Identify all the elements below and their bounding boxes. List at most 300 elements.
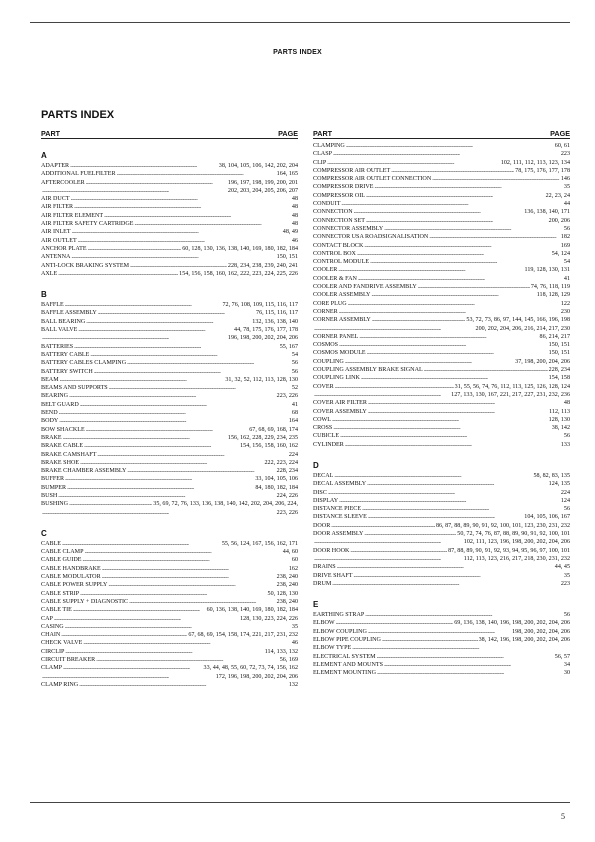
part-name: CORNER ASSEMBLY [313,317,371,324]
index-entry [41,492,298,500]
entry-line [313,242,570,250]
page-refs: 38, 104, 105, 106, 142, 202, 204 [218,163,298,169]
part-name: COUPLING [313,358,344,365]
entry-line [313,142,570,150]
page-refs: 60 [291,557,298,564]
part-name: ADDITIONAL FUELFILTER [41,171,116,178]
part-name: DRUM [313,580,332,587]
index-entry [41,351,298,359]
part-name: CABLE STRIP [41,590,80,597]
part-name: CYLINDER [313,441,344,448]
leader-dots [59,417,288,425]
page-refs: 34 [563,661,570,668]
leader-dots [54,615,239,623]
leader-dots [314,391,450,399]
entry-line [313,283,570,291]
entry-line [41,623,298,631]
index-entry [41,162,298,170]
leader-dots [42,509,276,517]
part-name: COVER ASSEMBLY [313,408,367,415]
page-refs: 56 [563,433,570,440]
index-entry [313,489,570,497]
page-refs: 44, 60 [282,549,298,556]
entry-line [41,434,298,442]
leader-dots [74,203,291,211]
leader-dots [353,572,562,580]
part-name: ELEMENT MOUNTING [313,670,377,677]
index-entry [313,333,570,341]
page-refs: 200, 202, 204, 206, 216, 214, 217, 230 [475,325,570,332]
part-name: BUFFER [41,476,65,483]
part-name: BRAKE SHOE [41,459,80,466]
part-name: CONNECTION [313,209,353,216]
index-entry [41,179,298,196]
leader-dots [127,359,291,367]
entry-line [313,291,570,299]
leader-dots [368,628,511,636]
entry-line [41,581,298,589]
index-entry [313,653,570,661]
leader-dots [357,250,551,258]
leader-dots [104,212,291,220]
index-entry [313,283,570,291]
leader-dots [74,343,279,351]
leader-dots [69,392,276,400]
entry-line [313,472,570,480]
page-refs: 133 [560,441,570,448]
entry-line [41,475,298,483]
page-refs: 56, 57 [554,653,570,660]
index-entry [41,664,298,681]
leader-dots [368,399,563,407]
entry-line [41,162,298,170]
index-entry [41,623,298,631]
index-entry [313,275,570,283]
leader-dots [334,472,532,480]
entry-line [41,409,298,417]
entry-line [41,318,298,326]
page-refs: 56 [563,225,570,232]
entry-line [313,497,570,505]
part-name: DISTANCE PIECE [313,506,362,513]
part-name: BRAKE CAMSHAFT [41,451,97,458]
index-entry [313,217,570,225]
index-entry [313,349,570,357]
index-entry [313,480,570,488]
index-entry [41,648,298,656]
leader-dots [362,505,563,513]
leader-dots [377,653,554,661]
leader-dots [70,162,218,170]
entry-line [313,374,570,382]
leader-dots [58,492,275,500]
entry-line [313,250,570,258]
index-entry [41,598,298,606]
page-refs: 56, 169 [279,657,298,664]
part-name: COMPRESSOR DRIVE [313,184,374,191]
entry-line [313,383,570,391]
page-refs: 224 [288,451,298,458]
part-name: CONTACT BLOCK [313,242,364,249]
page-refs: 31, 32, 52, 112, 113, 128, 130 [225,376,298,383]
leader-dots [62,540,221,548]
page-refs: 154, 158 [548,375,570,382]
entry-line [313,416,570,424]
section-letter: C [41,528,47,538]
page-refs: 33, 44, 48, 55, 60, 72, 73, 74, 156, 162 [203,665,298,672]
leader-dots [42,187,227,195]
part-name: BELT GUARD [41,401,79,408]
index-entry [313,441,570,449]
part-name: ELEMENT AND MOUNTS [313,661,383,668]
leader-dots [314,325,475,333]
leader-dots [82,556,290,564]
leader-dots [333,150,560,158]
part-name: COSMOS MODULE [313,350,366,357]
entry-line [313,644,570,652]
part-name: CORE PLUG [313,300,347,307]
index-entry [313,175,570,183]
index-entry [41,262,298,270]
part-name: BEAM [41,376,59,383]
page-refs: 69, 136, 138, 140, 196, 198, 200, 202, 204, 206 [454,620,570,627]
index-entry [313,513,570,521]
index-entry [41,368,298,376]
index-entry [313,472,570,480]
entry-line [313,432,570,440]
page-refs: 54 [291,351,298,358]
leader-dots [367,480,548,488]
part-name: BAFFLE ASSEMBLY [41,310,97,317]
entry-line [313,580,570,588]
part-name: ELBOW COUPLING [313,628,367,635]
running-header: PARTS INDEX [273,49,322,56]
part-name: COVER [313,383,334,390]
page-refs: 162 [288,565,298,572]
top-rule [30,22,570,23]
entry-line [313,325,570,333]
entry-line [41,573,298,581]
leader-dots [86,179,227,187]
page-refs: 112, 113, 123, 216, 217, 218, 230, 231, 232 [463,555,570,562]
entry-line [41,656,298,664]
part-name: CROSS [313,425,333,432]
page-refs: 122 [560,300,570,307]
leader-dots [345,441,560,449]
index-entry [41,484,298,492]
index-section [41,288,298,517]
leader-dots [366,192,545,200]
index-entry [313,233,570,241]
page-refs: 146 [560,176,570,183]
leader-dots [339,341,548,349]
part-name: COUPLING LINK [313,375,360,382]
part-name: CORNER [313,308,338,315]
leader-dots [98,309,255,317]
entry-line [313,555,570,563]
entry-line [41,540,298,548]
page-refs: 198, 200, 202, 204, 206 [512,628,570,635]
index-section [313,598,570,677]
leader-dots [79,681,288,689]
entry-line [313,208,570,216]
index-entry [313,159,570,167]
leader-dots [432,175,560,183]
page-refs: 31, 55, 56, 74, 76, 112, 113, 125, 126, 128, 124 [454,383,570,390]
entry-line [41,681,298,689]
leader-dots [65,475,254,483]
page-refs: 60, 136, 138, 140, 169, 180, 182, 184 [206,607,298,614]
page-refs: 222, 223, 224 [264,459,298,466]
entry-line [41,170,298,178]
page-refs: 52 [291,385,298,392]
page-refs: 67, 68, 69, 168, 174 [249,426,298,433]
leader-dots [391,167,514,175]
part-name: BEARING [41,393,69,400]
index-entry [313,183,570,191]
leader-dots [60,376,225,384]
index-section [313,459,570,588]
leader-dots [354,208,524,216]
entry-line [41,442,298,450]
index-section [313,142,570,449]
entry-line [313,150,570,158]
page-refs: 196, 197, 198, 199, 200, 201 [227,179,298,186]
index-entry [41,220,298,228]
index-entry [313,374,570,382]
part-name: AIR FILTER [41,204,74,211]
entry-line [41,451,298,459]
index-entry [41,326,298,343]
part-name: ELBOW PIPE COUPLING [313,637,381,644]
leader-dots [102,565,288,573]
page-refs: 60, 128, 130, 136, 138, 140, 169, 180, 182, 184 [182,245,298,252]
leader-dots [65,648,263,656]
index-entry [41,318,298,326]
part-name: CHECK VALVE [41,640,83,647]
leader-dots [314,555,463,563]
page-refs: 128, 130, 223, 224, 226 [240,615,298,622]
entry-line [313,266,570,274]
page-refs: 38, 142, 196, 198, 200, 202, 204, 206 [478,637,570,644]
page-refs: 172, 196, 198, 200, 202, 204, 206 [215,673,298,680]
index-entry [313,366,570,374]
part-name: CONDUIT [313,201,341,208]
page-refs: 58, 82, 83, 135 [533,472,570,479]
leader-dots [332,416,548,424]
leader-dots [384,661,563,669]
column-header-part: PART [41,129,61,138]
part-name: AIR FILTER SAFETY CARTRIDGE [41,221,134,228]
page-refs: 37, 198, 200, 204, 206 [515,358,570,365]
page-refs: 22, 23, 24 [545,192,570,199]
page-refs: 118, 128, 129 [536,292,570,299]
page-refs: 35 [291,623,298,630]
leader-dots [65,301,222,309]
entry-line [313,563,570,571]
page-refs: 35 [563,184,570,191]
entry-line [41,417,298,425]
page-refs: 164, 165 [276,171,298,178]
index-entry [41,540,298,548]
leader-dots [335,383,454,391]
page-refs: 119, 128, 130, 131 [524,267,570,274]
page-refs: 48, 49 [282,229,298,236]
entry-line [41,262,298,270]
entry-line [41,187,298,195]
page-refs: 238, 240 [276,582,298,589]
part-name: COMPRESSOR AIR OUTLET [313,167,391,174]
page-refs: 41 [563,275,570,282]
leader-dots [117,170,276,178]
part-name: BUSH [41,492,58,499]
page-refs: 127, 133, 130, 167, 221, 217, 227, 231, 232, 236 [451,391,570,398]
entry-line [41,459,298,467]
index-entry [41,451,298,459]
entry-line [313,522,570,530]
index-entry [41,212,298,220]
index-entry [313,308,570,316]
leader-dots [372,316,466,324]
index-entry [41,384,298,392]
index-entry [41,203,298,211]
leader-dots [73,606,206,614]
part-name: CABLE SUPPLY + DIAGNOSTIC [41,598,129,605]
index-entry [41,228,298,236]
index-entry [313,150,570,158]
index-entry [41,467,298,475]
page-refs: 33, 104, 105, 106 [255,476,298,483]
page-refs: 196, 198, 200, 202, 204, 206 [227,335,298,342]
leader-dots [102,573,276,581]
index-entry [313,522,570,530]
leader-dots [429,233,560,241]
leader-dots [83,639,291,647]
entry-line [313,217,570,225]
entry-line [41,245,298,253]
leader-dots [86,318,251,326]
page-refs: 224 [560,489,570,496]
index-entry [313,300,570,308]
index-entry [313,200,570,208]
page-refs: 38, 142 [551,425,570,432]
page-refs: 150, 151 [548,350,570,357]
part-name: CABLE CLAMP [41,549,84,556]
entry-line [41,212,298,220]
part-name: AIR INLET [41,229,71,236]
entry-line [313,628,570,636]
right-column [313,129,570,678]
entry-line [41,195,298,203]
index-entry [41,639,298,647]
part-name: CASING [41,623,64,630]
part-name: ELBOW TYPE [313,645,352,652]
page-refs: 223 [560,151,570,158]
entry-line [41,334,298,342]
index-entry [313,316,570,333]
page-refs: 150, 151 [276,254,298,261]
entry-line [41,392,298,400]
entry-line [313,441,570,449]
page-refs: 72, 76, 108, 109, 115, 116, 117 [222,302,298,309]
entry-line [41,565,298,573]
page-refs: 224, 226 [276,492,298,499]
part-name: CONTROL BOX [313,250,356,257]
leader-dots [63,664,203,672]
page-refs: 169 [560,242,570,249]
entry-line [313,333,570,341]
page-refs: 228, 234, 238, 239, 240, 241 [227,262,298,269]
index-entry [313,619,570,627]
part-name: CABLE [41,540,61,547]
entry-line [313,225,570,233]
part-name: ELBOW [313,620,335,627]
entry-line [41,203,298,211]
leader-dots [129,598,276,606]
entry-line [313,424,570,432]
page-refs: 44, 45 [554,564,570,571]
index-entry [41,376,298,384]
page-refs: 56 [291,360,298,367]
page-refs: 84, 180, 182, 184 [255,484,298,491]
entry-line [41,631,298,639]
page-refs: 102, 111, 112, 113, 123, 134 [500,159,570,166]
index-section [41,527,298,689]
index-entry [41,475,298,483]
part-name: BATTERY SWITCH [41,368,93,375]
entry-line [313,489,570,497]
index-entry [41,656,298,664]
index-entry [41,409,298,417]
entry-line [313,275,570,283]
page-refs: 76, 115, 116, 117 [256,310,298,317]
entry-line [313,505,570,513]
leader-dots [346,142,554,150]
index-entry [41,681,298,689]
part-name: CONNECTION SET [313,217,365,224]
page-refs: 86, 214, 217 [539,333,570,340]
part-name: COSMOS [313,342,339,349]
part-name: COMPRESSOR AIR OUTLET CONNECTION [313,176,432,183]
entry-line [313,661,570,669]
part-name: BUSHING [41,501,69,508]
leader-dots [96,656,278,664]
part-name: CLIP [313,159,327,166]
part-name: DOOR [313,522,331,529]
index-section [41,149,298,278]
index-entry [313,661,570,669]
page-refs: 60, 61 [554,143,570,149]
entry-line [313,391,570,399]
leader-dots [339,308,560,316]
part-name: CONTROL MODULE [313,259,370,266]
index-entry [313,563,570,571]
leader-dots [340,432,563,440]
entry-line [313,572,570,580]
part-name: CLAMPING [313,143,345,149]
index-entry [41,434,298,442]
entry-line [41,484,298,492]
part-name: CABLE MODULATOR [41,574,101,581]
page-refs: 112, 113 [549,408,570,415]
leader-dots [341,200,562,208]
leader-dots [370,258,563,266]
leader-dots [371,291,535,299]
page-refs: 164 [288,418,298,425]
leader-dots [345,358,514,366]
page-refs: 132, 136, 138, 140 [252,318,298,325]
part-name: CABLE HANDBRAKE [41,565,101,572]
